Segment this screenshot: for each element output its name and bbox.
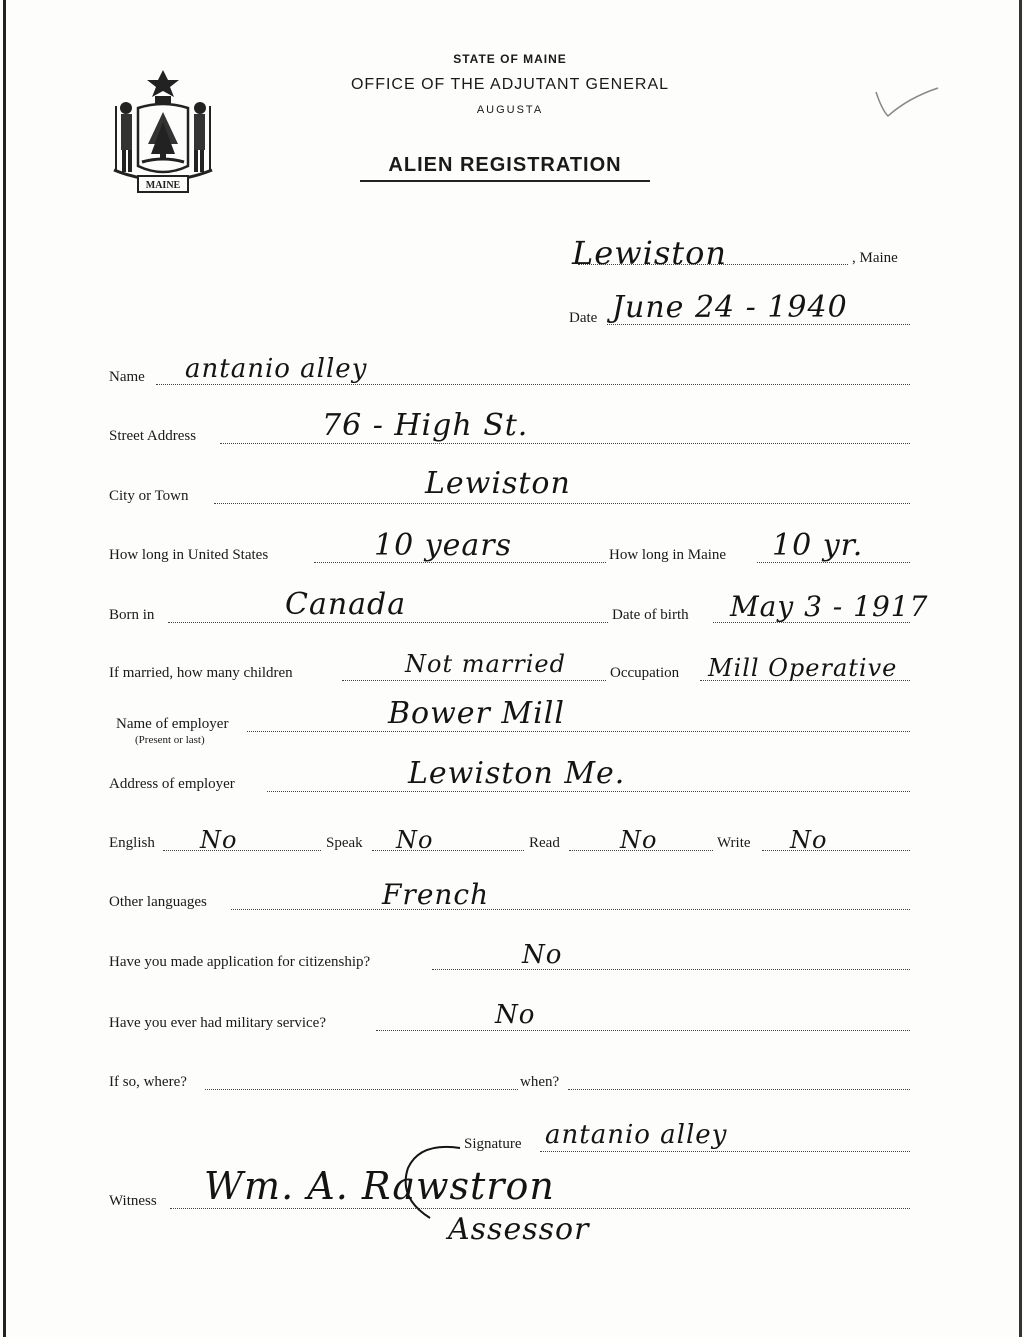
location-city-value: Lewiston — [572, 234, 727, 272]
write-value: No — [790, 826, 828, 854]
date-value: June 24 - 1940 — [612, 290, 848, 325]
children-label: If married, how many children — [109, 665, 293, 681]
employer-address-label: Address of employer — [109, 776, 235, 792]
location-state-label: , Maine — [852, 250, 898, 266]
other-languages-label: Other languages — [109, 894, 207, 910]
header-office: OFFICE OF THE ADJUTANT GENERAL — [350, 76, 670, 93]
write-label: Write — [717, 835, 751, 851]
english-value: No — [200, 826, 238, 854]
street-value: 76 - High St. — [322, 408, 529, 443]
employer-address-line — [267, 791, 910, 792]
citizenship-line — [432, 969, 910, 970]
english-label: English — [109, 835, 155, 851]
employer-line — [247, 731, 910, 732]
form-title: ALIEN REGISTRATION — [360, 154, 650, 182]
street-label: Street Address — [109, 428, 197, 444]
children-value: Not married — [405, 650, 566, 678]
born-in-label: Born in — [109, 607, 155, 623]
me-duration-label: How long in Maine — [609, 547, 727, 563]
check-mark-icon — [872, 84, 942, 124]
witness-value: Wm. A. Rawstron — [204, 1164, 555, 1208]
city-value: Lewiston — [425, 466, 571, 501]
children-line — [342, 680, 606, 681]
military-line — [376, 1030, 910, 1031]
write-line — [762, 850, 910, 851]
header-state: STATE OF MAINE — [453, 52, 567, 66]
witness-line — [170, 1208, 910, 1209]
signature-label: Signature — [464, 1136, 522, 1152]
read-value: No — [620, 826, 658, 854]
speak-label: Speak — [326, 835, 363, 851]
name-label: Name — [109, 369, 145, 385]
when-label: when? — [520, 1074, 560, 1090]
us-duration-value: 10 years — [374, 528, 513, 563]
us-duration-label: How long in United States — [109, 547, 269, 563]
name-line — [156, 384, 910, 385]
dob-label: Date of birth — [612, 607, 689, 623]
where-label: If so, where? — [109, 1074, 187, 1090]
scan-border-left — [3, 0, 6, 1337]
citizenship-label: Have you made application for citizenship? — [109, 954, 371, 970]
english-line — [163, 850, 321, 851]
employer-sublabel: (Present or last) — [135, 734, 205, 746]
state-seal-icon — [108, 66, 218, 198]
other-languages-line — [231, 909, 910, 910]
street-line — [220, 443, 910, 444]
signature-value: antanio alley — [545, 1120, 728, 1150]
date-label: Date — [569, 310, 598, 326]
military-value: No — [495, 1000, 536, 1030]
citizenship-value: No — [522, 940, 563, 970]
witness-label: Witness — [109, 1193, 157, 1209]
employer-label: Name of employer — [116, 716, 229, 732]
me-duration-value: 10 yr. — [772, 528, 864, 563]
occupation-value: Mill Operative — [708, 654, 898, 682]
seal-text: MAINE — [145, 180, 181, 191]
employer-value: Bower Mill — [388, 696, 565, 731]
read-label: Read — [529, 835, 560, 851]
military-label: Have you ever had military service? — [109, 1015, 326, 1031]
occupation-label: Occupation — [610, 665, 680, 681]
signature-line — [540, 1151, 910, 1152]
scan-border-right — [1019, 0, 1022, 1337]
speak-value: No — [396, 826, 434, 854]
born-in-line — [168, 622, 608, 623]
employer-address-value: Lewiston Me. — [408, 756, 626, 791]
city-label: City or Town — [109, 488, 189, 504]
speak-line — [372, 850, 524, 851]
location-line — [578, 264, 848, 265]
other-languages-value: French — [382, 878, 490, 911]
witness-flourish — [390, 1138, 480, 1228]
dob-value: May 3 - 1917 — [730, 590, 929, 623]
where-line — [205, 1089, 518, 1090]
header-city: AUGUSTA — [476, 104, 544, 116]
city-line — [214, 503, 910, 504]
name-value: antanio alley — [185, 354, 368, 384]
witness-title-value: Assessor — [448, 1212, 590, 1247]
born-in-value: Canada — [285, 587, 407, 622]
when-line — [568, 1089, 910, 1090]
